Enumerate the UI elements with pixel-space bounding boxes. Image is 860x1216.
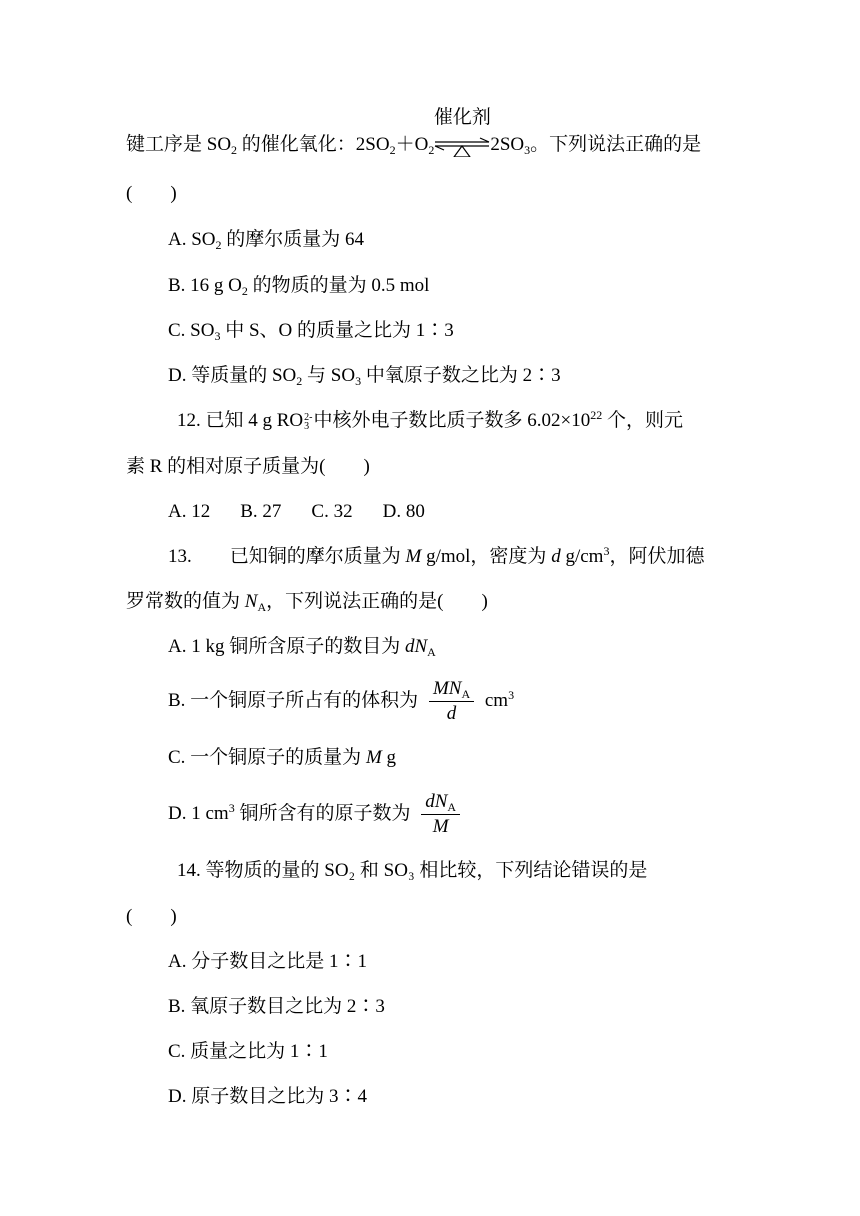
- text: 中核外电子数比质子数多 6.02×10: [313, 410, 591, 431]
- text: 铜所含有的原子数为: [234, 802, 416, 824]
- exponent: 3: [508, 687, 515, 702]
- var-m: M: [432, 816, 449, 837]
- text: ＋O: [395, 134, 429, 155]
- q13-option-b: [168, 677, 514, 726]
- q11-option-d: [168, 364, 561, 388]
- exponent: 3: [228, 800, 235, 815]
- var-d: d: [446, 703, 457, 724]
- text: g/cm: [560, 546, 604, 567]
- q14-option-d: D. 原子数目之比为 3∶4: [168, 1086, 367, 1107]
- var-dn: dN: [425, 791, 448, 812]
- subscript: 2: [296, 374, 303, 388]
- option-c: C. 32: [311, 501, 353, 522]
- text: ，下列说法正确的是( ): [266, 591, 488, 612]
- text: 的物质的量为 0.5 mol: [247, 275, 430, 296]
- subscript: 3: [524, 143, 531, 157]
- var-n: N: [244, 591, 258, 612]
- catalyst-arrow: [433, 106, 491, 157]
- text: 。下列说法正确的是: [530, 134, 702, 155]
- text: 13. 已知铜的摩尔质量为: [168, 546, 406, 567]
- text: 2SO: [490, 134, 525, 155]
- numerator: [429, 677, 474, 702]
- text: g/mol，密度为: [421, 546, 552, 567]
- q11-option-a: [168, 228, 364, 252]
- subscript: 2: [215, 238, 222, 252]
- var-mn: MN: [432, 678, 462, 699]
- denominator: [421, 815, 460, 839]
- numerator: [421, 790, 460, 815]
- subscript: A: [447, 800, 457, 814]
- q14-option-c: C. 质量之比为 1∶1: [168, 1041, 328, 1062]
- q11-option-b: [168, 274, 429, 298]
- text: 的摩尔质量为 64: [221, 229, 365, 250]
- ion-script: [304, 413, 312, 431]
- subscript: 2: [389, 143, 396, 157]
- q14-stem: 14. 等物质的量的 SO₂ 和 SO₃ 相比较，下列结论错误的是: [177, 860, 648, 881]
- fraction: [421, 790, 460, 839]
- exponent: 22: [590, 408, 603, 422]
- text: A. SO: [168, 229, 216, 250]
- text: C. 一个铜原子的质量为: [168, 747, 366, 768]
- text: 罗常数的值为: [126, 591, 245, 612]
- q14-option-a: A. 分子数目之比是 1∶1: [168, 951, 367, 972]
- text: 键工序是 SO: [126, 134, 232, 155]
- text: 与 SO: [302, 365, 356, 386]
- ion-charge: 2-: [304, 411, 313, 423]
- option-a: A. 12: [168, 501, 211, 522]
- text: B. 一个铜原子所占有的体积为: [168, 689, 423, 711]
- ion-subscript: 3: [304, 420, 310, 432]
- q11-blank: ( ): [126, 183, 177, 204]
- text: 中 S、O 的质量之比为 1∶3: [220, 320, 454, 341]
- q13-stem: [168, 545, 704, 569]
- text: C. SO: [168, 320, 215, 341]
- fraction: [429, 677, 474, 726]
- option-b: B. 27: [240, 501, 282, 522]
- q11-option-c: [168, 319, 454, 343]
- subscript: 3: [355, 374, 362, 388]
- q14-blank: ( ): [126, 906, 177, 927]
- text: 的催化氧化：2SO: [237, 134, 390, 155]
- q14-option-b: B. 氧原子数目之比为 2∶3: [168, 996, 385, 1017]
- text: g: [381, 747, 397, 768]
- unit: cm: [480, 689, 509, 711]
- reversible-heat-icon: [434, 133, 490, 157]
- text: 12. 已知 4 g RO: [177, 410, 304, 431]
- var-m: M: [405, 546, 422, 567]
- q12-stem-line2: 素 R 的相对原子质量为( ): [126, 456, 370, 477]
- subscript: A: [427, 645, 436, 659]
- subscript: 3: [214, 329, 221, 343]
- var-dn: dN: [404, 636, 428, 657]
- text: 中氧原子数之比为 2∶3: [361, 365, 561, 386]
- q13-option-c: [168, 746, 396, 770]
- reaction-line: [126, 106, 702, 157]
- subscript: 2: [428, 143, 435, 157]
- text: 个，则元: [602, 410, 683, 431]
- text: D. 等质量的 SO: [168, 365, 297, 386]
- var-m: M: [365, 747, 382, 768]
- var-d: d: [551, 546, 561, 567]
- denominator: [429, 702, 474, 726]
- subscript: A: [461, 687, 471, 701]
- q13-stem-line2: [126, 590, 488, 614]
- text: ，阿伏加德: [609, 546, 705, 567]
- q13-option-d: [168, 790, 466, 839]
- q12-stem: [177, 409, 683, 433]
- q13-option-a: [168, 635, 436, 659]
- option-d: D. 80: [382, 501, 425, 522]
- text: B. 16 g O: [168, 275, 242, 296]
- subscript: A: [257, 600, 267, 614]
- text: A. 1 kg 铜所含原子的数目为: [168, 636, 405, 657]
- subscript: 2: [231, 143, 238, 157]
- q12-options: [168, 500, 425, 524]
- exponent: 3: [603, 544, 610, 558]
- subscript: 2: [241, 284, 248, 298]
- catalyst-label: 催化剂: [433, 106, 491, 128]
- text: D. 1 cm: [168, 802, 229, 824]
